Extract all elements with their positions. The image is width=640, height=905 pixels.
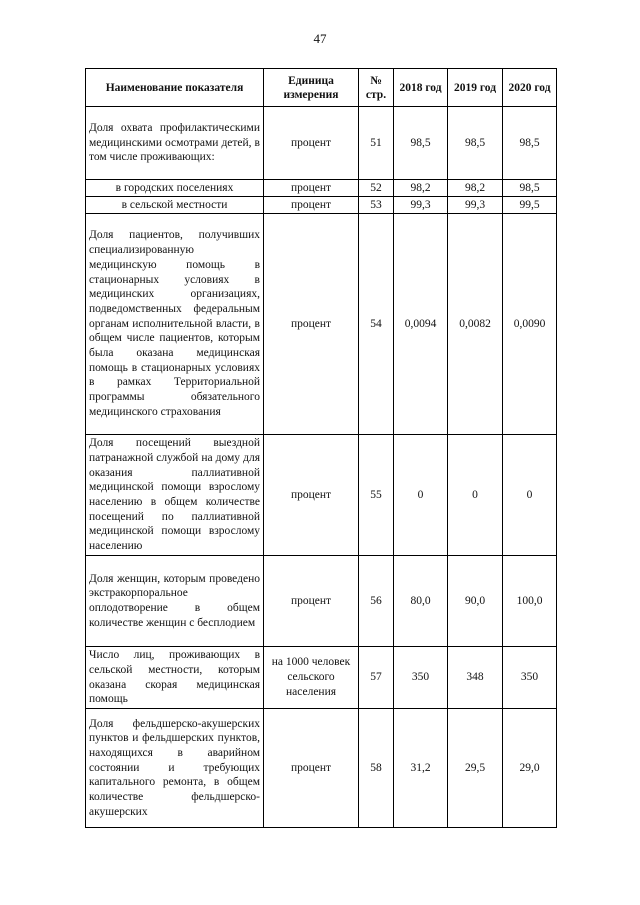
header-unit: Единица измерения <box>264 69 359 107</box>
unit-cell: процент <box>264 107 359 180</box>
indicator-name: в городских поселениях <box>86 180 264 197</box>
line-number-cell: 58 <box>359 709 394 828</box>
line-number-cell: 56 <box>359 556 394 647</box>
value-2018: 31,2 <box>394 709 448 828</box>
value-2019: 98,2 <box>448 180 503 197</box>
value-2020: 98,5 <box>503 180 557 197</box>
value-2020: 100,0 <box>503 556 557 647</box>
value-2018: 98,5 <box>394 107 448 180</box>
table-row <box>86 556 557 647</box>
line-number-cell: 52 <box>359 180 394 197</box>
value-2020: 29,0 <box>503 709 557 828</box>
value-2018: 350 <box>394 647 448 709</box>
unit-cell: процент <box>264 556 359 647</box>
header-2018: 2018 год <box>394 69 448 107</box>
value-2019: 98,5 <box>448 107 503 180</box>
table-row <box>86 180 557 197</box>
line-number-cell: 57 <box>359 647 394 709</box>
line-number-cell: 54 <box>359 214 394 435</box>
header-indicator-name: Наименование показателя <box>86 69 264 107</box>
indicator-name: Число лиц, проживающих в сельской местности, которым оказана скорая медицинская помощь <box>86 647 264 709</box>
line-number-cell: 53 <box>359 197 394 214</box>
indicator-name: Доля женщин, которым проведено экстракорпоральное оплодотворение в общем количестве женщин с бесплодием <box>86 556 264 647</box>
value-2020: 0,0090 <box>503 214 557 435</box>
table-row <box>86 647 557 709</box>
value-2019: 0,0082 <box>448 214 503 435</box>
value-2018: 98,2 <box>394 180 448 197</box>
value-2019: 0 <box>448 435 503 556</box>
header-line-number: № стр. <box>359 69 394 107</box>
table-row <box>86 107 557 180</box>
table-row <box>86 214 557 435</box>
indicators-table <box>85 68 557 828</box>
unit-cell: процент <box>264 180 359 197</box>
value-2020: 0 <box>503 435 557 556</box>
value-2018: 0 <box>394 435 448 556</box>
unit-cell: процент <box>264 197 359 214</box>
indicator-name: Доля пациентов, получивших специализированную медицинскую помощь в стационарных условиях в медицинских организациях, подведомственных федеральным органам исполнительной власти, в общем числе пациентов, которым была оказана медицинская помощь в стационарных условиях в рамках Территориальной программы обязательного медицинского страхования <box>86 214 264 435</box>
value-2018: 0,0094 <box>394 214 448 435</box>
value-2019: 348 <box>448 647 503 709</box>
table-row <box>86 197 557 214</box>
value-2019: 90,0 <box>448 556 503 647</box>
indicator-name: Доля охвата профилактическими медицинскими осмотрами детей, в том числе проживающих: <box>86 107 264 180</box>
value-2019: 99,3 <box>448 197 503 214</box>
unit-cell: процент <box>264 214 359 435</box>
value-2018: 99,3 <box>394 197 448 214</box>
header-2019: 2019 год <box>448 69 503 107</box>
value-2019: 29,5 <box>448 709 503 828</box>
unit-cell: процент <box>264 709 359 828</box>
table-row <box>86 435 557 556</box>
indicator-name: Доля фельдшерско-акушерских пунктов и фельдшерских пунктов, находящихся в аварийном состоянии и требующих капитального ремонта, в общем количестве фельдшерско-акушерских <box>86 709 264 828</box>
line-number-cell: 51 <box>359 107 394 180</box>
line-number-cell: 55 <box>359 435 394 556</box>
table-header-row <box>86 69 557 107</box>
value-2020: 98,5 <box>503 107 557 180</box>
value-2020: 99,5 <box>503 197 557 214</box>
indicator-name: Доля посещений выездной патранажной службой на дому для оказания паллиативной медицинской помощи взрослому населению в общем количестве посещений по паллиативной медицинской помощи взрослому населению <box>86 435 264 556</box>
header-2020: 2020 год <box>503 69 557 107</box>
value-2020: 350 <box>503 647 557 709</box>
indicator-name: в сельской местности <box>86 197 264 214</box>
table-row <box>86 709 557 828</box>
page-number: 47 <box>313 31 327 46</box>
unit-cell: процент <box>264 435 359 556</box>
value-2018: 80,0 <box>394 556 448 647</box>
unit-cell: на 1000 человек сельского населения <box>264 647 359 709</box>
